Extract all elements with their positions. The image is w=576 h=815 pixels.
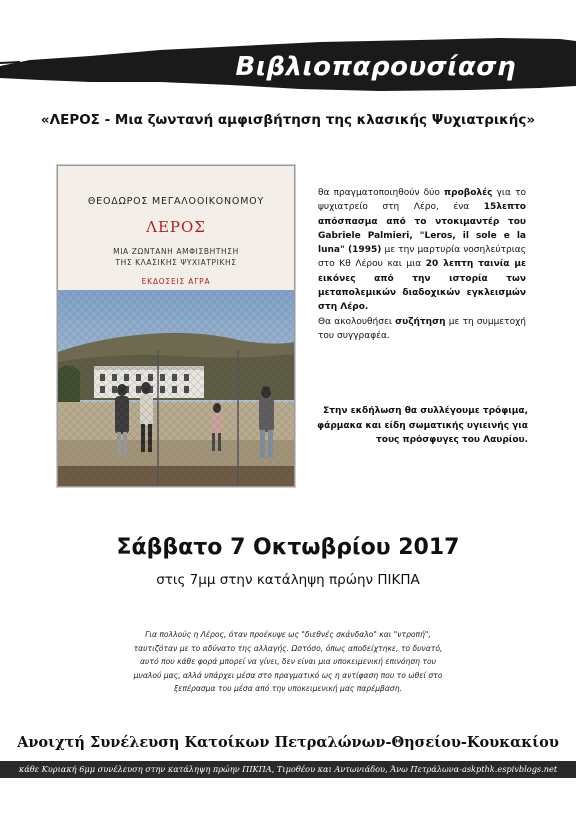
screening-description xyxy=(318,186,526,343)
footer-text: κάθε Κυριακή 6μμ συνέλευση στην κατάληψη πρώην ΠΙΚΠΑ, Τιμοθέου και Αντωνιάδου, Άνω Πετράλωνα-askpthk.espivblogs.net xyxy=(18,764,558,774)
cover-photo xyxy=(58,290,294,486)
organizer: Ανοιχτή Συνέλευση Κατοίκων Πετραλώνων-Θησείου-Κουκακίου xyxy=(17,734,559,751)
desc-bold: 20 λεπτη ταινία με εικόνες από την ιστορία των μεταπολεμικών διαδοχικών εγκλεισμών στη Λέρο. xyxy=(318,259,526,313)
banner-title: Βιβλιοπαρουσίαση xyxy=(235,52,516,82)
event-subtitle: «ΛΕΡΟΣ - Μια ζωντανή αμφισβήτηση της κλασικής Ψυχιατρικής» xyxy=(40,112,536,128)
desc-bold: συζήτηση xyxy=(395,316,446,327)
cover-publisher: ΕΚΔΟΣΕΙΣ ΑΓΡΑ xyxy=(141,277,211,286)
title-banner xyxy=(0,38,576,98)
collection-notice: Στην εκδήλωση θα συλλέγουμε τρόφιμα, φάρμακα και είδη σωματικής υγιεινής για τους πρόσφυγες του Λαυρίου. xyxy=(317,406,528,445)
desc-bold: 15λεπτο απόσπασμα από το ντοκιμαντέρ του Gabriele Palmieri, "Leros, il sole e la luna" (1995) xyxy=(318,202,526,256)
event-date: Σάββατο 7 Οκτωβρίου 2017 xyxy=(116,535,460,560)
desc-bold: προβολές xyxy=(444,188,493,198)
book-cover xyxy=(57,165,295,487)
desc-text: θα πραγματοποιηθούν δύο xyxy=(318,188,445,198)
desc-text: για το ψυχιατρείο στη Λέρο, ένα xyxy=(318,188,526,213)
desc-text: με τη συμμετοχή του συγγραφέα. xyxy=(318,316,526,341)
cover-subtitle-line: ΤΗΣ ΚΛΑΣΙΚΗΣ ΨΥΧΙΑΤΡΙΚΗΣ xyxy=(115,258,237,267)
cover-author: ΘΕΟΔΩΡΟΣ ΜΕΓΑΛΟΟΙΚΟΝΟΜΟΥ xyxy=(87,196,265,207)
book-quote: Για πολλούς η Λέρος, όταν προέκυψε ως "διεθνές σκάνδαλο" και "ντροπή", ταυτιζόταν με το αδύνατο της αλλαγής. Ωστόσο, όπως αποδείχτηκε, το δυνατό, αυτό που κάθε φορά μπορεί να γίνει, δεν είναι μια υποκειμενική επινόηση του μυαλού μας, αλλά υπάρχει μέσα στο πραγματικό ως η αντίφαση που το ωθεί στο ξεπέρασμα του μέσα από την υποκειμενική μας παρέμβαση. xyxy=(133,630,443,694)
event-time-location: στις 7μμ στην κατάληψη πρώην ΠΙΚΠΑ xyxy=(156,572,420,588)
cover-subtitle xyxy=(58,246,294,268)
desc-text: Θα ακολουθήσει xyxy=(318,316,396,327)
cover-subtitle-line: ΜΙΑ ΖΩΝΤΑΝΗ ΑΜΦΙΣΒΗΤΗΣΗ xyxy=(113,247,239,256)
cover-title: ΛΕΡΟΣ xyxy=(146,218,206,236)
desc-text: με την μαρτυρία νοσηλεύτριας στο Κθ Λέρου και μια xyxy=(318,245,526,270)
footer-bar xyxy=(0,761,576,778)
